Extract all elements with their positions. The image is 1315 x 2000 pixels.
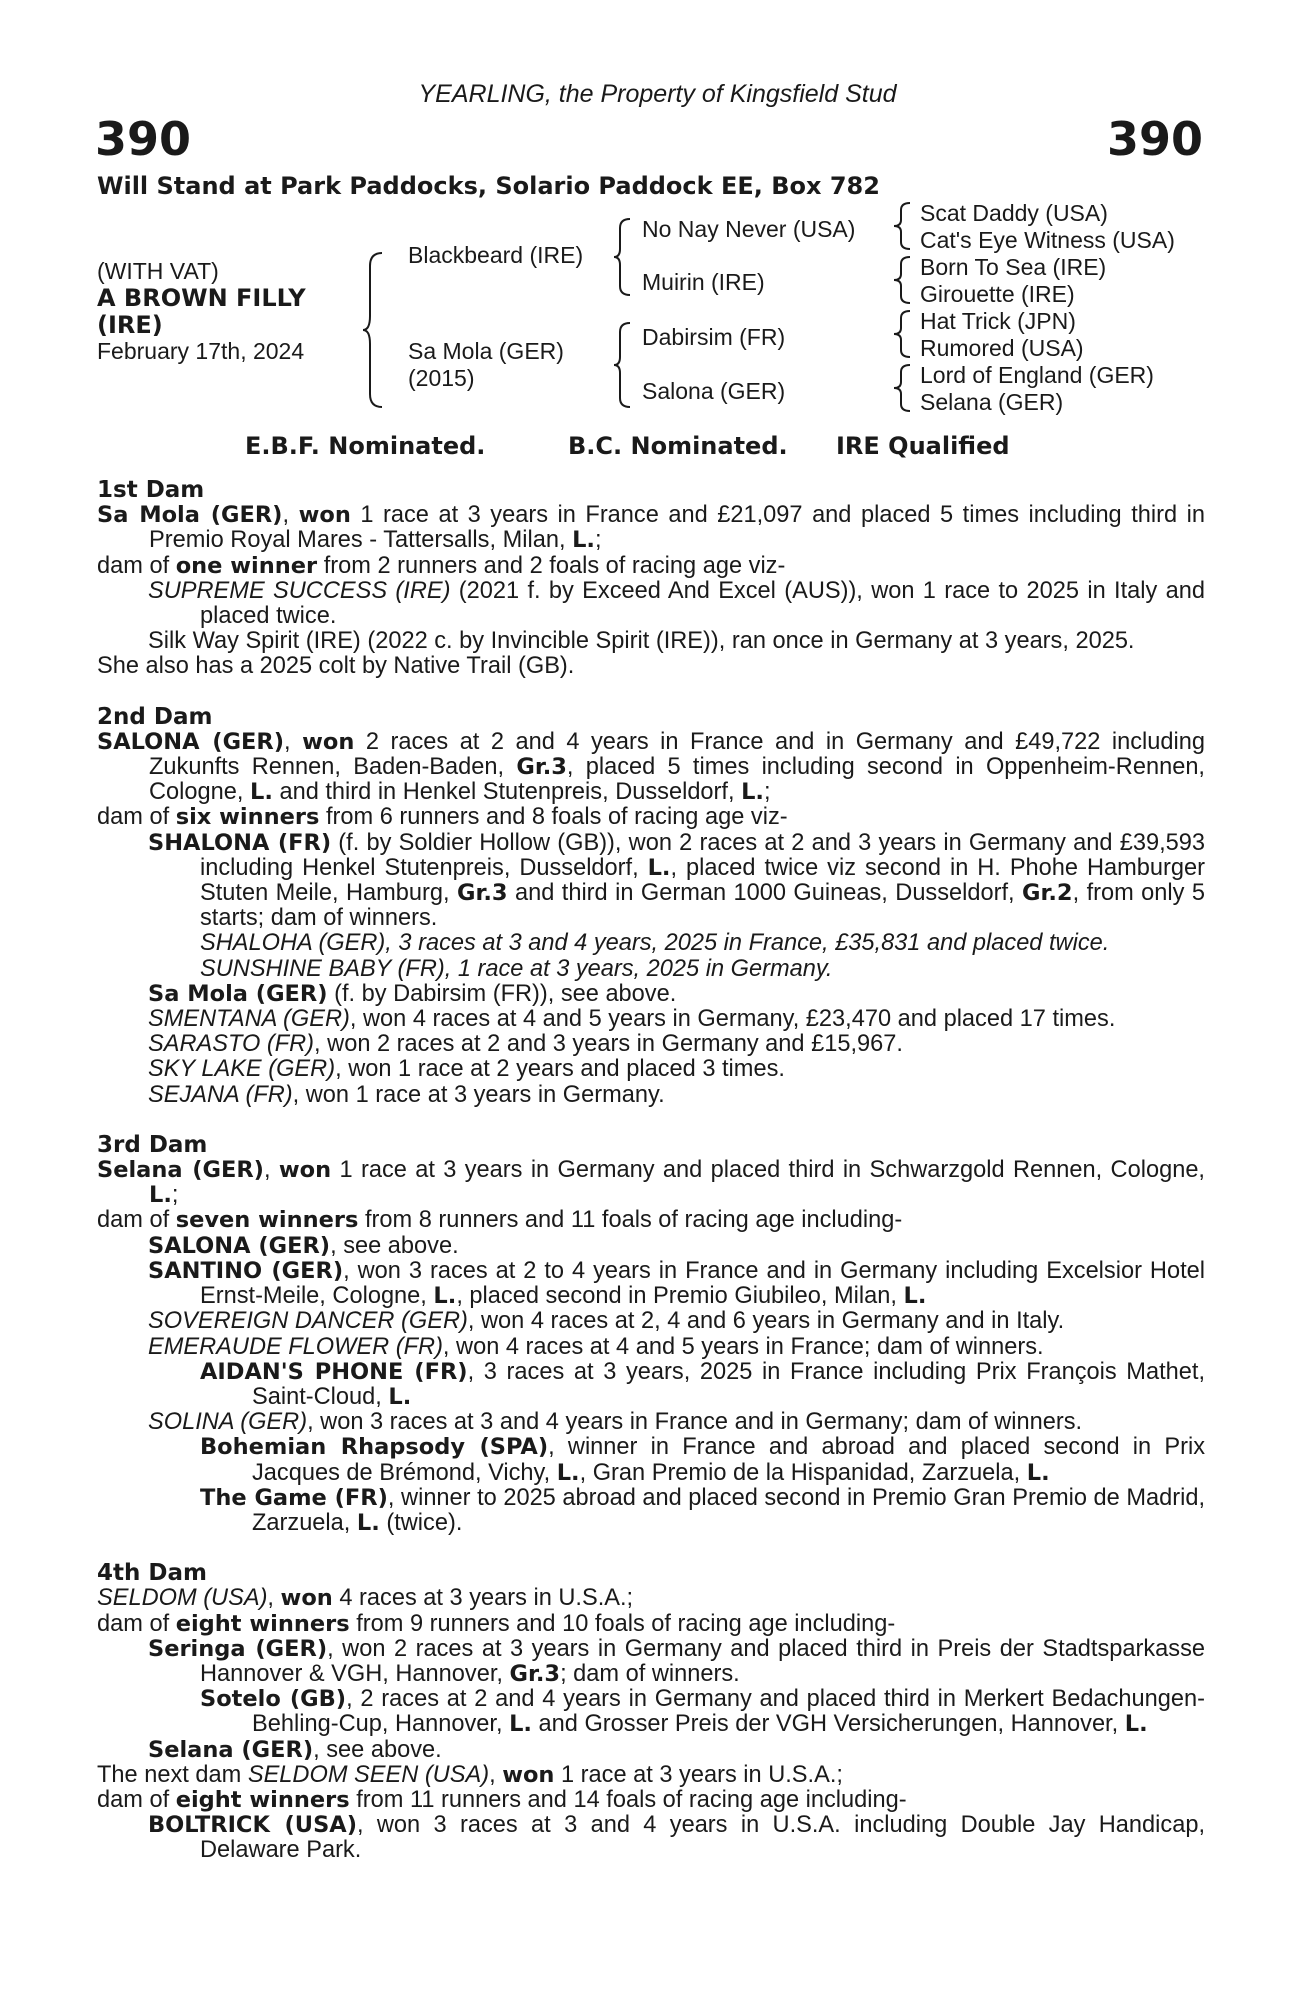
dam2-produce-item: Sa Mola (GER) (f. by Dabirsim (FR)), see above. <box>148 980 677 1007</box>
pedigree-sss: Scat Daddy (USA) <box>920 200 1108 226</box>
dam4-produce-summary: dam of eight winners from 9 runners and 10 foals of racing age including- <box>97 1610 896 1637</box>
consignor-header: YEARLING, the Property of Kingsfield Stud <box>418 80 897 108</box>
dam1-produce-item: Silk Way Spirit (IRE) (2022 c. by Invincible Spirit (IRE)), ran once in Germany at 3 years, 2025. <box>148 628 1135 655</box>
bc-nomination: B.C. Nominated. <box>568 432 788 460</box>
ebf-nomination: E.B.F. Nominated. <box>245 432 486 460</box>
pedigree-dam-year: (2015) <box>408 365 475 391</box>
brace-sd <box>892 254 916 306</box>
dam2-produce-item: SKY LAKE (GER), won 1 race at 2 years and placed 3 times. <box>148 1056 785 1083</box>
dam4-grand-produce-item: Sotelo (GB), 2 races at 2 and 4 years in Germany and placed third in Merkert Bedachungen-Behling-Cup, Hannover, L. and Grosser Preis der VGH Versicherungen, Hannover, L. <box>200 1686 1205 1738</box>
dam3-heading: 3rd Dam <box>97 1131 208 1158</box>
dam3-record: Selana (GER), won 1 race at 3 years in Germany and placed third in Schwarzgold Rennen, Cologne, L.; <box>97 1157 1205 1209</box>
dam4-produce-item: Selana (GER), see above. <box>148 1736 442 1763</box>
horse-country: (IRE) <box>97 311 163 339</box>
dam1-heading: 1st Dam <box>97 477 205 503</box>
dam3-produce-item: EMERAUDE FLOWER (FR), won 4 races at 4 and 5 years in France; dam of winners. <box>148 1333 1044 1360</box>
dam3-grand-produce-item: The Game (FR), winner to 2025 abroad and placed second in Premio Gran Premio de Madrid, Zarzuela, L. (twice). <box>200 1484 1205 1536</box>
dam4-record: SELDOM (USA), won 4 races at 3 years in U.S.A.; <box>97 1585 634 1612</box>
lot-number-right: 390 <box>1106 112 1203 166</box>
pedigree-ddd: Selana (GER) <box>920 389 1064 415</box>
stand-location: Will Stand at Park Paddocks, Solario Paddock EE, Box 782 <box>97 172 880 200</box>
pedigree-sire-dam: Muirin (IRE) <box>642 269 765 295</box>
dam2-record: SALONA (GER), won 2 races at 2 and 4 years in France and in Germany and £49,722 including Zukunfts Rennen, Baden-Baden, Gr.3, placed 5 times including second in Oppenheim-Rennen, Cologne, L. and third in Henkel Stutenpreis, Dusseldorf, L.; <box>97 728 1205 806</box>
dam2-produce-item: SMENTANA (GER), won 4 races at 4 and 5 years in Germany, £23,470 and placed 17 times. <box>148 1006 1116 1033</box>
dam3-grand-produce-item: Bohemian Rhapsody (SPA), winner in France and abroad and placed second in Prix Jacques de Brémond, Vichy, L., Gran Premio de la Hispanidad, Zarzuela, L. <box>200 1434 1206 1486</box>
pedigree-dam: Sa Mola (GER) <box>408 338 564 364</box>
dam3-produce-item: SOLINA (GER), won 3 races at 3 and 4 years in France and in Germany; dam of winners. <box>148 1409 1083 1436</box>
family-notes <box>97 478 1205 1864</box>
dam4-heading: 4th Dam <box>97 1560 207 1587</box>
dam3-produce-item: SANTINO (GER), won 3 races at 2 to 4 years in France and in Germany including Excelsior Hotel Ernst-Meile, Cologne, L., placed second in Premio Giubileo, Milan, L. <box>148 1257 1205 1310</box>
next-dam-record: The next dam SELDOM SEEN (USA), won 1 race at 3 years in U.S.A.; <box>97 1761 843 1788</box>
main-brace <box>360 250 390 410</box>
pedigree-dsd: Rumored (USA) <box>920 335 1084 361</box>
ire-qualified: IRE Qualified <box>836 432 1010 460</box>
dam1-produce-summary: dam of one winner from 2 runners and 2 foals of racing age viz- <box>97 552 786 579</box>
dam3-produce-item: SALONA (GER), see above. <box>148 1232 459 1259</box>
dam1-produce-item: SUPREME SUCCESS (IRE) (2021 f. by Exceed And Excel (AUS)), won 1 race to 2025 in Italy and placed twice. <box>148 577 1205 630</box>
pedigree-dds: Lord of England (GER) <box>920 362 1154 388</box>
sire-brace <box>612 216 636 298</box>
pedigree-dam-dam: Salona (GER) <box>642 378 786 404</box>
dam1-note: She also has a 2025 colt by Native Trail (GB). <box>97 653 575 680</box>
pedigree-dss: Hat Trick (JPN) <box>920 308 1076 334</box>
pedigree-sire-sire: No Nay Never (USA) <box>642 216 856 242</box>
pedigree-ssd: Cat's Eye Witness (USA) <box>920 227 1175 253</box>
next-dam-produce-summary: dam of eight winners from 11 runners and 14 foals of racing age including- <box>97 1786 907 1813</box>
pedigree-sire: Blackbeard (IRE) <box>408 242 584 268</box>
dam4-produce-item: Seringa (GER), won 2 races at 3 years in Germany and placed third in Preis der Stadtsparkasse Hannover & VGH, Hannover, Gr.3; dam of winners. <box>148 1635 1205 1687</box>
dam3-produce-item: SOVEREIGN DANCER (GER), won 4 races at 2, 4 and 6 years in Germany and in Italy. <box>148 1308 1065 1335</box>
dam2-grand-produce-item: SUNSHINE BABY (FR), 1 race at 3 years, 2025 in Germany. <box>200 955 833 982</box>
dam2-heading: 2nd Dam <box>97 703 213 730</box>
next-dam-produce-item: BOLTRICK (USA), won 3 races at 3 and 4 years in U.S.A. including Double Jay Handicap, Delaware Park. <box>148 1812 1205 1864</box>
dam2-produce-item: SEJANA (FR), won 1 race at 3 years in Germany. <box>148 1081 665 1108</box>
pedigree-dam-sire: Dabirsim (FR) <box>642 324 786 350</box>
brace-ds <box>892 308 916 360</box>
pedigree-sdd: Girouette (IRE) <box>920 281 1075 307</box>
dam2-grand-produce-item: SHALOHA (GER), 3 races at 3 and 4 years, 2025 in France, £35,831 and placed twice. <box>200 930 1110 957</box>
dam2-produce-item: SARASTO (FR), won 2 races at 2 and 3 years in Germany and £15,967. <box>148 1031 903 1058</box>
dam2-produce-item: SHALONA (FR) (f. by Soldier Hollow (GB)), won 2 races at 2 and 3 years in Germany and £39,593 including Henkel Stutenpreis, Dusseldorf, L., placed twice viz second in H. Phohe Hamburger Stuten Meile, Hamburg, Gr.3 and third in German 1000 Guineas, Dusseldorf, Gr.2, from only 5 starts; dam of winners. <box>148 829 1206 932</box>
vat-note: (WITH VAT) <box>97 258 219 284</box>
dam3-grand-produce-item: AIDAN'S PHONE (FR), 3 races at 3 years, 2025 in France including Prix François Mathet, Saint-Cloud, L. <box>200 1358 1205 1410</box>
dam1-record: Sa Mola (GER), won 1 race at 3 years in France and £21,097 and placed 5 times including third in Premio Royal Mares - Tattersalls, Milan, L.; <box>97 502 1205 554</box>
lot-number-left: 390 <box>95 112 192 166</box>
pedigree-sds: Born To Sea (IRE) <box>920 254 1107 280</box>
horse-dob: February 17th, 2024 <box>97 338 305 364</box>
dam2-produce-summary: dam of six winners from 6 runners and 8 foals of racing age viz- <box>97 804 788 831</box>
horse-name: A BROWN FILLY <box>97 284 306 312</box>
brace-dd <box>892 362 916 414</box>
dam-brace <box>612 320 636 410</box>
brace-ss <box>892 200 916 252</box>
dam3-produce-summary: dam of seven winners from 8 runners and 11 foals of racing age including- <box>97 1207 903 1234</box>
